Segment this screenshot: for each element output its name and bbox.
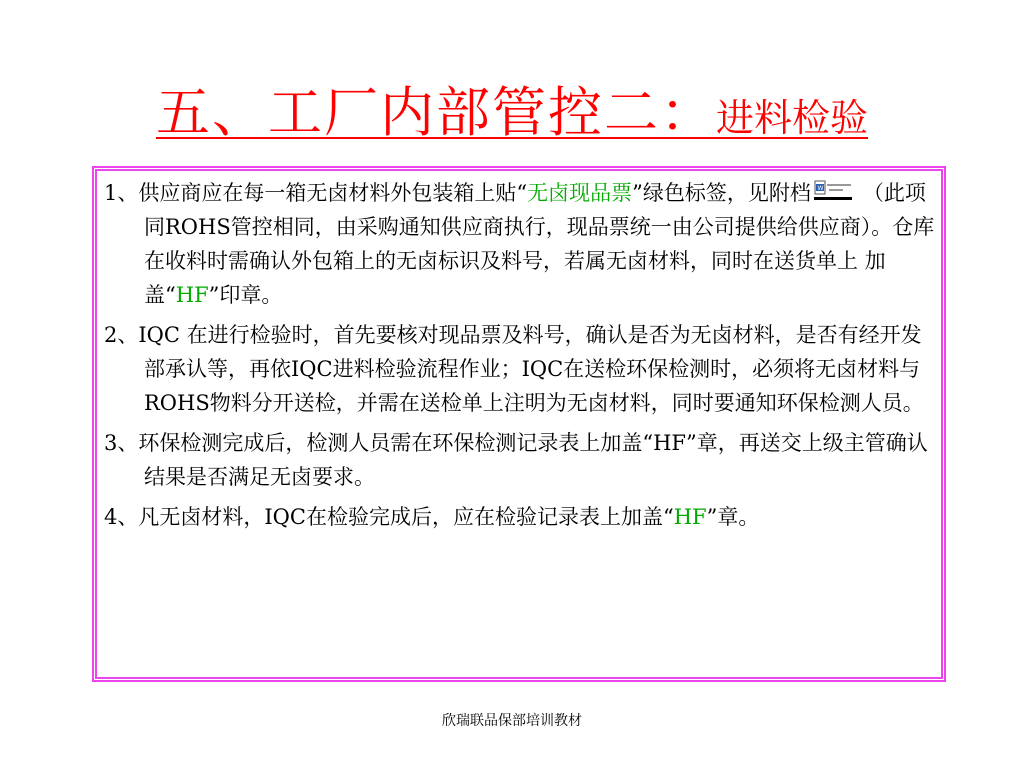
item-number: 3、	[104, 431, 139, 455]
highlight-text: HF	[673, 505, 707, 529]
list-item-2	[104, 318, 942, 420]
content-frame	[92, 166, 946, 682]
item-text: （此项同ROHS管控相同，由采购通知供应商执行，现品票统一由公司提供给供应商）。仓库在收料时需确认外包箱上的无卤标识及料号，若属无卤材料，同时在送货单上 加盖“	[144, 181, 935, 307]
item-number: 4、	[104, 505, 139, 529]
slide-title	[0, 70, 1024, 147]
slide-title-main: 五、工厂内部管控二：	[155, 81, 716, 144]
item-text: ”章。	[706, 505, 760, 529]
item-text: IQC 在进行检验时，首先要核对现品票及料号，确认是否为无卤材料，是否有经开发部承认等，再依IQC进料检验流程作业；IQC在送检环保检测时，必须将无卤材料与ROHS物料分开送检，并需在送检单上注明为无卤材料，同时要通知环保检测人员。	[138, 323, 924, 415]
item-text: ”印章。	[208, 283, 283, 307]
item-number: 2、	[104, 323, 139, 347]
list-item-4	[104, 500, 942, 534]
item-text: ”绿色标签，见附档	[632, 181, 811, 205]
content-body	[104, 176, 942, 540]
slide-title-sub: 进料检验	[715, 96, 868, 140]
highlight-text: HF	[175, 283, 209, 307]
item-number: 1、	[104, 181, 139, 205]
item-text: 凡无卤材料，IQC在检验完成后，应在检验记录表上加盖“	[138, 505, 674, 529]
list-item-1	[104, 176, 942, 312]
item-text: 环保检测完成后，检测人员需在环保检测记录表上加盖“HF”章，再送交上级主管确认结果是否满足无卤要求。	[138, 431, 928, 489]
list-item-3	[104, 426, 942, 494]
svg-text:W: W	[817, 184, 824, 192]
item-text: 供应商应在每一箱无卤材料外包装箱上贴“	[138, 181, 528, 205]
word-document-icon[interactable]	[813, 180, 853, 204]
footer: 欣瑞联品保部培训教材	[442, 713, 582, 729]
highlight-text: 无卤现品票	[527, 181, 633, 205]
